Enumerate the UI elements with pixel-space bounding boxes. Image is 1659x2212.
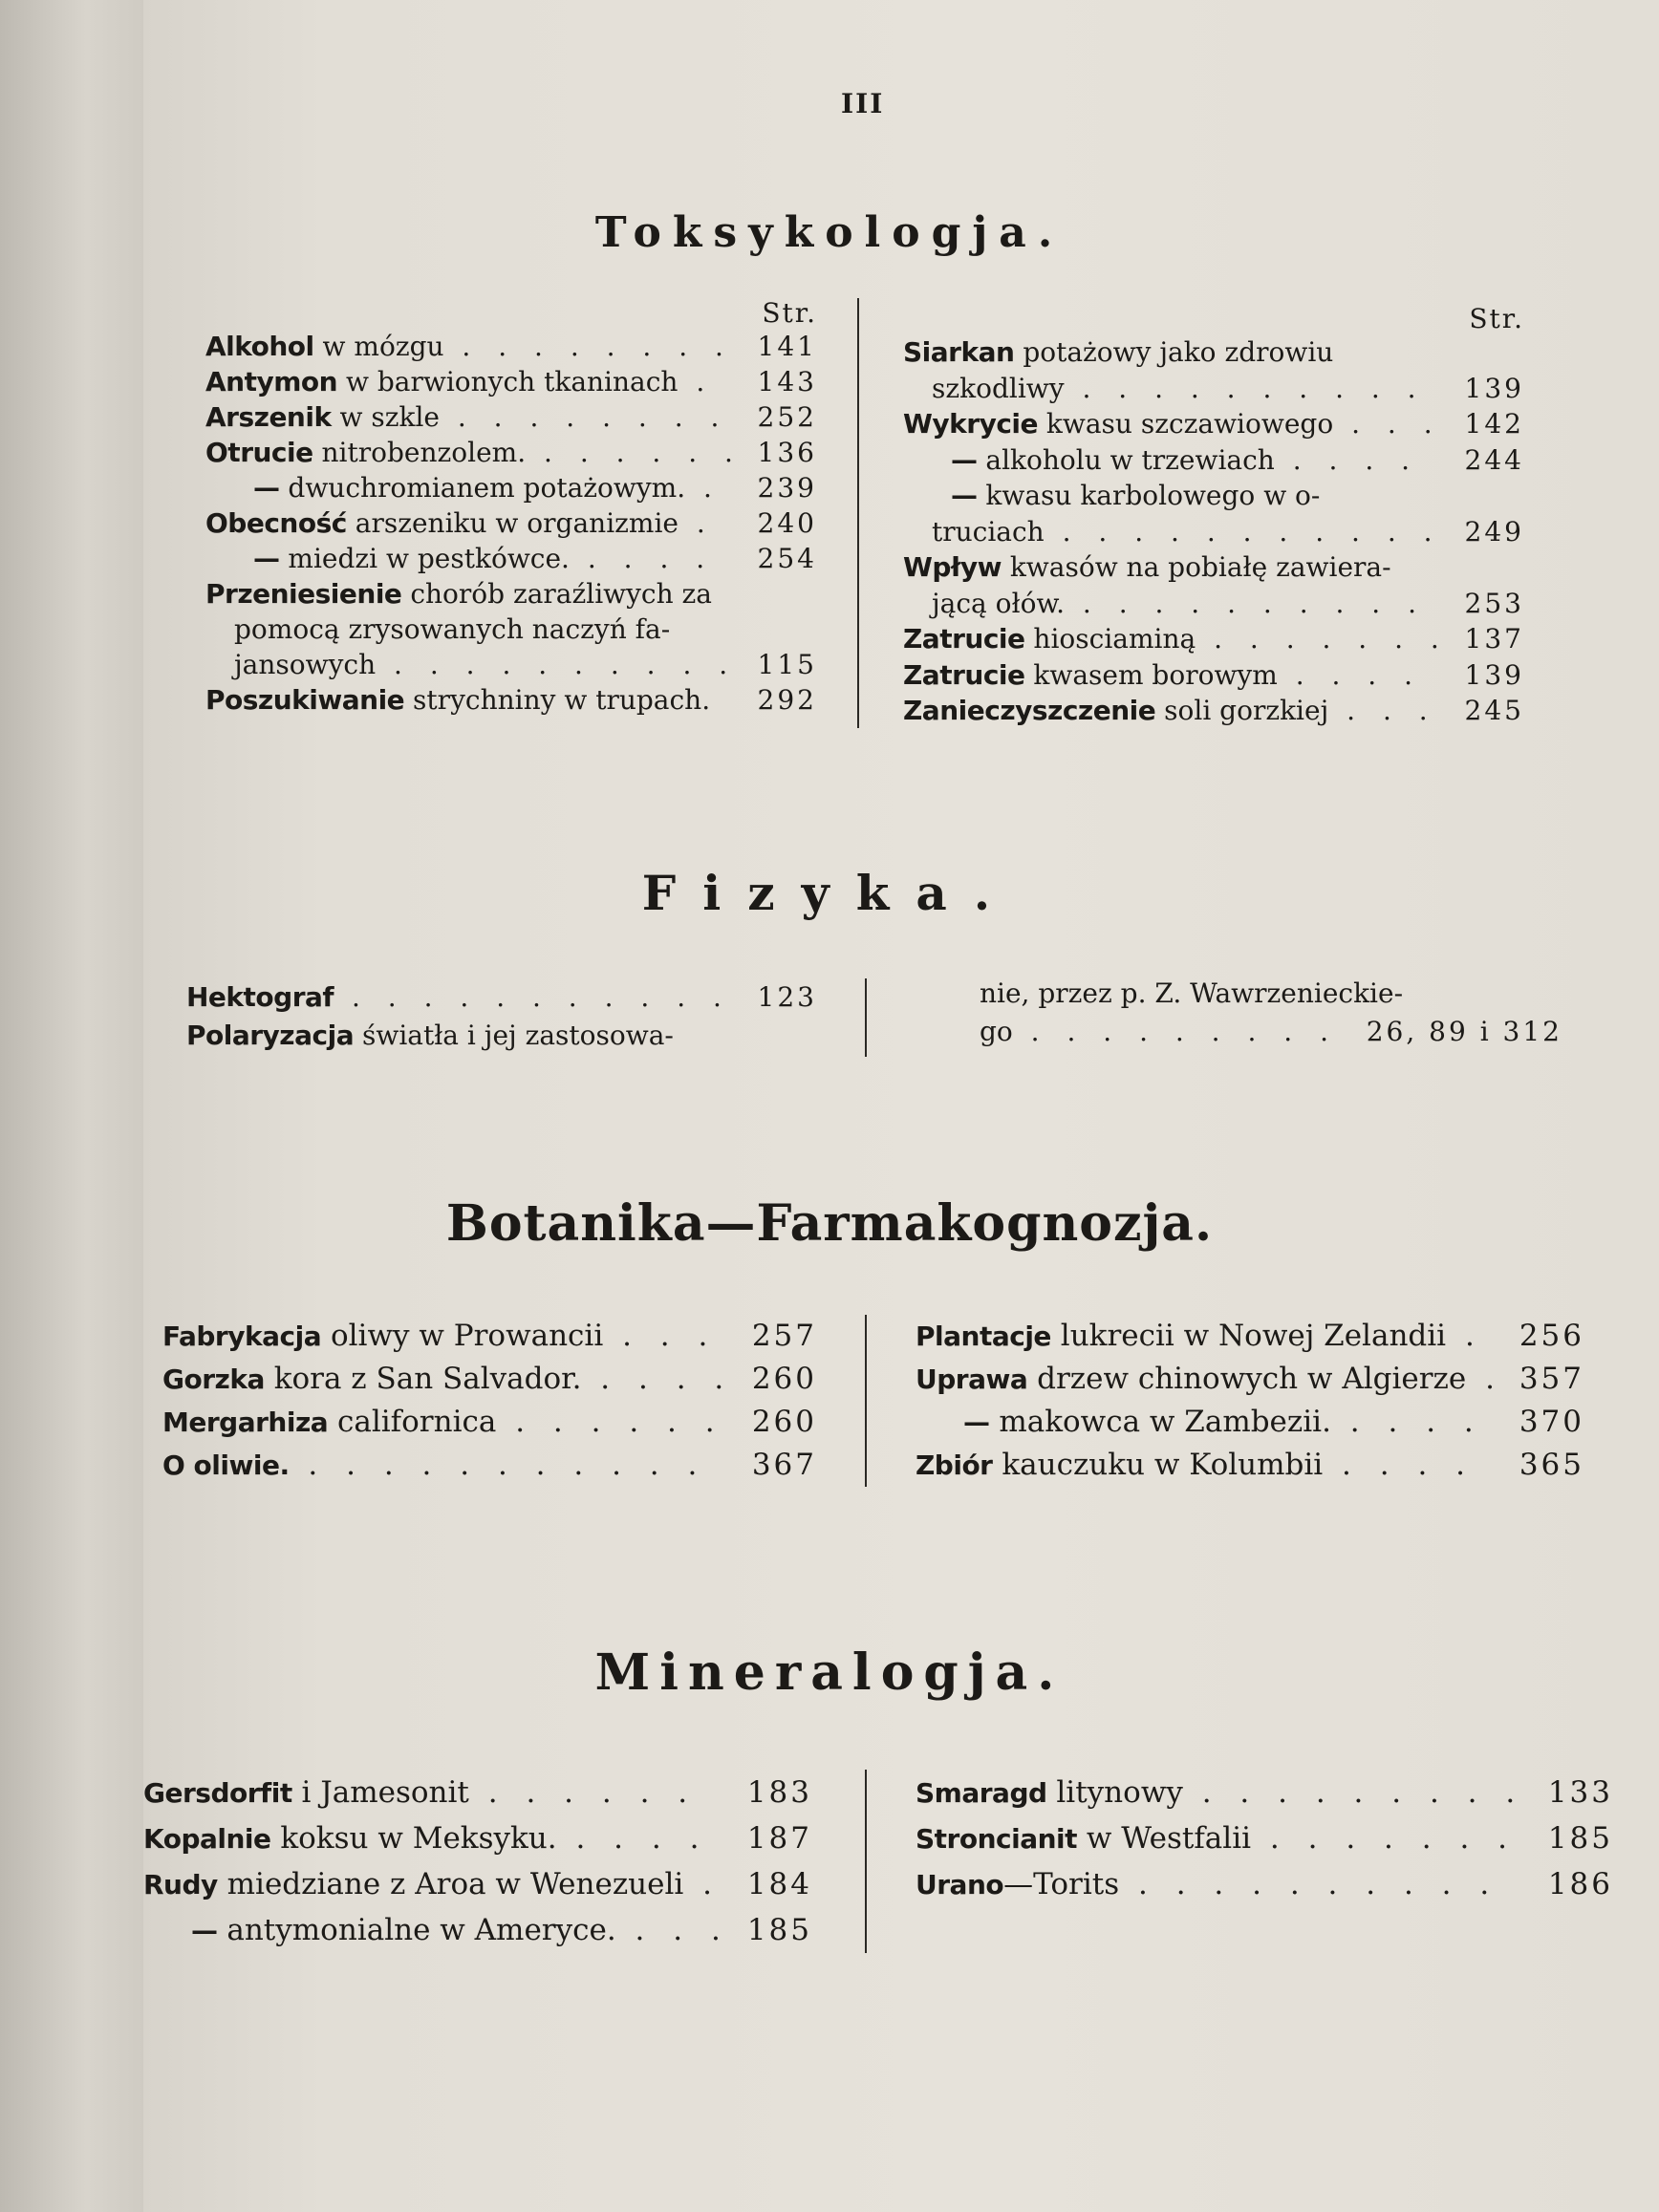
- index-entry-text: [162, 1444, 706, 1487]
- index-entry: [916, 1444, 1584, 1487]
- index-entry-text: [916, 1315, 1484, 1358]
- index-description: kwasów na pobiałę zawiera-: [1001, 551, 1391, 583]
- index-description: drzew chinowych w Algierze: [1027, 1362, 1467, 1396]
- leader-dots: . . . .: [1277, 658, 1422, 691]
- index-description: kwasem borowym: [1024, 658, 1278, 691]
- leader-dots: . . . . . . . .: [443, 331, 733, 362]
- index-page-number: 365: [1519, 1448, 1584, 1482]
- index-description: światła i jej zastosowa-: [354, 1020, 674, 1051]
- index-page-number: 245: [1464, 695, 1524, 726]
- index-page-number: 357: [1519, 1362, 1584, 1396]
- index-entry-text: [903, 334, 1333, 371]
- index-entry: [143, 1907, 812, 1953]
- index-page-number: 136: [757, 437, 817, 468]
- index-description: w Westfalii: [1077, 1821, 1252, 1856]
- index-keyword: Wpływ: [903, 551, 1002, 583]
- index-page-number: 256: [1519, 1319, 1584, 1353]
- section-title-botanika: Botanika—Farmakognozja.: [445, 1194, 1214, 1253]
- index-keyword: Urano: [916, 1869, 1004, 1901]
- index-keyword: Smaragd: [916, 1777, 1047, 1809]
- leader-dots: . . . . . . . . . .: [1064, 372, 1426, 404]
- leader-dots: . . . . . . . . . .: [1119, 1867, 1499, 1901]
- index-entry: [903, 406, 1524, 442]
- leader-dots: . . . .: [556, 1821, 709, 1856]
- index-page-number: 133: [1547, 1775, 1613, 1810]
- index-keyword: Przeniesienie: [205, 578, 402, 610]
- leader-dots: . . . .: [1323, 1448, 1476, 1482]
- mineralogja-left-column: [143, 1770, 812, 1953]
- index-description: jansowych: [234, 649, 377, 680]
- index-keyword: Wykrycie: [903, 408, 1039, 440]
- leader-dots: . . . .: [1330, 1405, 1483, 1439]
- leader-dots: . . . . . . . . .: [1012, 1016, 1338, 1047]
- index-page-number: 260: [751, 1405, 817, 1439]
- index-keyword: Arszenik: [205, 401, 332, 433]
- index-description: litynowy: [1046, 1775, 1183, 1810]
- index-page-number: 292: [757, 684, 817, 716]
- index-keyword: —: [191, 1915, 218, 1946]
- index-entry: [205, 329, 817, 364]
- index-entry: [903, 657, 1524, 694]
- index-page-number: 367: [751, 1448, 817, 1482]
- leader-dots: . . .: [615, 1913, 730, 1947]
- index-keyword: Obecność: [205, 507, 347, 539]
- index-entry-text: [205, 399, 728, 435]
- index-entry-text: [903, 478, 1320, 514]
- index-description: nie, przez p. Z. Wawrzenieckie-: [980, 977, 1404, 1009]
- index-page-number: 142: [1464, 408, 1524, 440]
- index-keyword: Zanieczyszczenie: [903, 695, 1156, 726]
- column-divider: [857, 298, 859, 728]
- index-keyword: Mergarhiza: [162, 1407, 329, 1438]
- index-entry: [143, 1770, 812, 1815]
- section-title-toksykologja: Toksykologja.: [594, 208, 1065, 257]
- index-description: californica: [328, 1405, 497, 1439]
- index-entry-text: [205, 576, 712, 612]
- index-entry: [903, 621, 1524, 657]
- index-description: jącą ołów.: [932, 587, 1065, 619]
- index-page-number: 239: [757, 472, 817, 504]
- index-keyword: —: [951, 480, 978, 511]
- index-page-number: 187: [746, 1821, 812, 1856]
- str-label: Str.: [762, 297, 817, 329]
- index-entry-text: [903, 657, 1422, 694]
- index-entry-text: [903, 549, 1391, 586]
- index-description: potażowy jako zdrowiu: [1014, 336, 1334, 368]
- index-description: makowca w Zambezii.: [989, 1405, 1331, 1439]
- leader-dots: . . . .: [569, 543, 715, 574]
- index-entry: [143, 1861, 812, 1907]
- index-description: nitrobenzolem.: [312, 437, 527, 468]
- index-entry: [186, 978, 817, 1017]
- index-description: kauczuku w Kolumbii: [992, 1448, 1324, 1482]
- index-entry: [186, 1017, 817, 1055]
- index-entry: [162, 1358, 817, 1401]
- index-entry: [205, 470, 817, 505]
- index-keyword: Plantacje: [916, 1321, 1051, 1352]
- index-entry: [205, 612, 817, 647]
- index-entry: [916, 1770, 1613, 1815]
- index-entry-text: [186, 1017, 674, 1055]
- index-keyword: Alkohol: [205, 331, 314, 362]
- index-entry: [951, 975, 1562, 1013]
- index-description: arszeniku w organizmie: [346, 507, 679, 539]
- index-entry-text: [162, 1315, 717, 1358]
- section-title-mineralogja: Mineralogja.: [594, 1643, 1065, 1702]
- index-entry: [205, 435, 817, 470]
- index-page-number: 240: [757, 507, 817, 539]
- index-entry-text: [143, 1815, 708, 1862]
- index-entry: [205, 647, 817, 682]
- index-keyword: Hektograf: [186, 981, 334, 1013]
- section-title-fizyka: Fizyka.: [641, 865, 1018, 921]
- index-entry-text: [916, 1770, 1524, 1816]
- index-entry: [205, 541, 817, 576]
- index-keyword: O oliwie.: [162, 1450, 290, 1481]
- index-entry-text: [903, 693, 1437, 729]
- index-entry-text: [916, 1444, 1475, 1487]
- index-keyword: Polaryzacja: [186, 1020, 355, 1051]
- index-keyword: —: [253, 472, 280, 504]
- leader-dots: . . . . . .: [526, 437, 743, 468]
- index-description: kwasu szczawiowego: [1038, 408, 1334, 440]
- toksykologja-right-column: [903, 304, 1524, 729]
- botanika-right-column: [916, 1315, 1584, 1487]
- index-description: w barwionych tkaninach: [337, 366, 679, 397]
- index-page-number: 185: [746, 1913, 812, 1947]
- index-description: w szkle: [331, 401, 440, 433]
- leader-dots: . . . . . . . . . .: [1065, 587, 1427, 619]
- index-entry-text: [186, 978, 731, 1017]
- mineralogja-right-column: [916, 1770, 1613, 1907]
- leader-dots: . . . . . . . . . . .: [1044, 515, 1442, 548]
- leader-dots: .: [1466, 1362, 1504, 1396]
- index-description: truciach: [932, 515, 1045, 548]
- index-entry-text: [162, 1401, 724, 1444]
- index-keyword: Gersdorfit: [143, 1777, 292, 1809]
- index-page-number: 184: [746, 1867, 812, 1901]
- page-number: III: [841, 88, 885, 119]
- index-keyword: Poszukiwanie: [205, 684, 405, 716]
- column-divider: [865, 1770, 867, 1953]
- leader-dots: . . . . . . .: [1251, 1821, 1518, 1856]
- index-page-number: 257: [751, 1319, 817, 1353]
- index-keyword: Otrucie: [205, 437, 313, 468]
- leader-dots: . . . . . . .: [1196, 623, 1449, 655]
- index-entry: [916, 1401, 1584, 1444]
- index-keyword: Uprawa: [916, 1364, 1028, 1395]
- index-page-number: 141: [757, 331, 817, 362]
- index-entry-text: [205, 505, 715, 541]
- index-page-number: 183: [746, 1775, 812, 1810]
- leader-dots: . . .: [603, 1319, 718, 1353]
- leader-dots: .: [678, 366, 715, 397]
- index-page-number: 139: [1464, 658, 1524, 691]
- index-entry: [903, 693, 1524, 729]
- leader-dots: . . . . . . . . . . .: [334, 981, 731, 1013]
- index-keyword: Antymon: [205, 366, 338, 397]
- index-entry: [162, 1444, 817, 1487]
- index-entry: [903, 478, 1524, 514]
- index-description: soli gorzkiej: [1155, 695, 1329, 726]
- column-divider: [865, 978, 867, 1057]
- leader-dots: . . . .: [581, 1362, 734, 1396]
- leader-dots: . . . . . . . .: [439, 401, 729, 433]
- leader-dots: .: [678, 507, 715, 539]
- column-divider: [865, 1315, 867, 1487]
- index-entry-text: [205, 541, 714, 576]
- index-entry-text: [205, 682, 710, 718]
- index-description: dwuchromianem potażowym.: [279, 472, 686, 504]
- index-description: kora z San Salvador.: [264, 1362, 582, 1396]
- index-entry: [916, 1861, 1613, 1907]
- index-entry-text: [903, 586, 1426, 622]
- index-entry-text: [205, 329, 733, 364]
- index-description: antymonialne w Ameryce.: [217, 1913, 616, 1947]
- index-entry-text: [205, 364, 714, 399]
- index-entry-text: [205, 470, 722, 505]
- index-entry-text: [903, 514, 1442, 550]
- index-entry-text: [205, 435, 743, 470]
- index-page-number: 249: [1464, 515, 1524, 548]
- index-page-number: 137: [1464, 623, 1524, 655]
- index-description: w mózgu: [313, 331, 444, 362]
- index-description: szkodliwy: [932, 372, 1065, 404]
- index-entry: [162, 1401, 817, 1444]
- index-keyword: Zatrucie: [903, 623, 1025, 655]
- leader-dots: . . . . . . . . .: [1182, 1775, 1525, 1810]
- index-entry: [205, 576, 817, 612]
- toksykologja-left-column: [205, 298, 817, 718]
- leader-dots: .: [683, 1867, 722, 1901]
- leader-dots: .: [685, 472, 722, 504]
- index-page-number: 139: [1464, 372, 1524, 404]
- index-description: koksu w Meksyku.: [270, 1821, 557, 1856]
- index-page-number: 254: [757, 543, 817, 574]
- index-entry-text: [951, 1013, 1338, 1051]
- index-description: lukrecii w Nowej Zelandii: [1050, 1319, 1447, 1353]
- index-keyword: —: [253, 543, 280, 574]
- leader-dots: .: [1446, 1319, 1484, 1353]
- index-description: go: [980, 1016, 1013, 1047]
- index-entry: [903, 586, 1524, 622]
- index-keyword: Zatrucie: [903, 658, 1025, 691]
- index-keyword: —: [963, 1407, 990, 1438]
- leader-dots: . . .: [1333, 408, 1442, 440]
- index-entry-text: [903, 621, 1449, 657]
- index-entry: [903, 334, 1524, 371]
- index-entry-text: [205, 647, 737, 682]
- index-entry: [903, 514, 1524, 550]
- index-entry: [951, 1013, 1562, 1051]
- index-entry-text: [143, 1770, 697, 1816]
- index-page-number: 370: [1519, 1405, 1584, 1439]
- index-entry-text: [903, 442, 1419, 479]
- index-entry: [903, 371, 1524, 407]
- fizyka-left-column: [186, 978, 817, 1055]
- index-entry: [916, 1315, 1584, 1358]
- index-entry: [162, 1315, 817, 1358]
- index-page-number: 115: [757, 649, 817, 680]
- leader-dots: . . . . . . . . . .: [376, 649, 738, 680]
- index-page-number: 252: [757, 401, 817, 433]
- index-keyword: Siarkan: [903, 336, 1015, 368]
- index-keyword: —: [951, 443, 978, 476]
- index-keyword: Fabrykacja: [162, 1321, 322, 1352]
- index-page-number: 253: [1464, 587, 1524, 619]
- str-label: Str.: [1469, 303, 1524, 334]
- index-entry: [205, 682, 817, 718]
- index-entry: [205, 399, 817, 435]
- index-entry-text: [916, 1815, 1517, 1862]
- index-entry: [205, 364, 817, 399]
- index-keyword: Kopalnie: [143, 1823, 271, 1855]
- index-keyword: Stroncianit: [916, 1823, 1078, 1855]
- botanika-left-column: [162, 1315, 817, 1487]
- index-keyword: Zbiór: [916, 1450, 993, 1481]
- index-entry: [916, 1358, 1584, 1401]
- index-description: miedziane z Aroa w Wenezueli: [217, 1867, 684, 1901]
- index-entry-text: [205, 612, 670, 647]
- index-entry-text: [143, 1861, 722, 1908]
- index-description: i Jamesonit: [291, 1775, 469, 1810]
- leader-dots: . . . . . .: [468, 1775, 698, 1810]
- index-entry-text: [951, 975, 1403, 1013]
- index-keyword: Rudy: [143, 1869, 218, 1901]
- index-entry: [916, 1815, 1613, 1861]
- index-description: pomocą zrysowanych naczyń fa-: [234, 613, 671, 645]
- index-entry: [903, 549, 1524, 586]
- leader-dots: . . . .: [1274, 443, 1420, 476]
- index-entry: [143, 1815, 812, 1861]
- index-description: —Torits: [1003, 1867, 1120, 1901]
- index-entry: [903, 442, 1524, 479]
- index-description: miedzi w pestkówce.: [279, 543, 570, 574]
- fizyka-right-column: [951, 975, 1562, 1051]
- index-page-number: 260: [751, 1362, 817, 1396]
- index-page-number: 143: [757, 366, 817, 397]
- index-description: kwasu karbolowego w o-: [977, 480, 1321, 511]
- book-gutter: [0, 0, 145, 2212]
- index-entry-text: [916, 1358, 1504, 1401]
- leader-dots: . . . . . . . . . . .: [289, 1448, 707, 1482]
- index-page-number: 123: [757, 981, 817, 1013]
- index-entry-text: [162, 1358, 733, 1401]
- index-page-number: 244: [1464, 443, 1524, 476]
- index-description: chorób zaraźliwych za: [401, 578, 712, 610]
- index-page-number: 26, 89 i 312: [1366, 1016, 1562, 1047]
- index-entry-text: [143, 1907, 730, 1954]
- index-description: strychniny w trupach.: [404, 684, 711, 716]
- index-page-number: 185: [1547, 1821, 1613, 1856]
- index-entry-text: [916, 1401, 1483, 1444]
- index-entry: [205, 505, 817, 541]
- index-page-number: 186: [1547, 1867, 1613, 1901]
- index-entry-text: [903, 406, 1442, 442]
- leader-dots: . . .: [1328, 695, 1437, 726]
- index-entry-text: [903, 371, 1426, 407]
- index-description: oliwy w Prowancii: [321, 1319, 604, 1353]
- leader-dots: . . . . . .: [496, 1405, 724, 1439]
- index-description: hiosciaminą: [1024, 623, 1196, 655]
- index-keyword: Gorzka: [162, 1364, 265, 1395]
- index-description: alkoholu w trzewiach: [977, 443, 1275, 476]
- index-entry-text: [916, 1861, 1498, 1908]
